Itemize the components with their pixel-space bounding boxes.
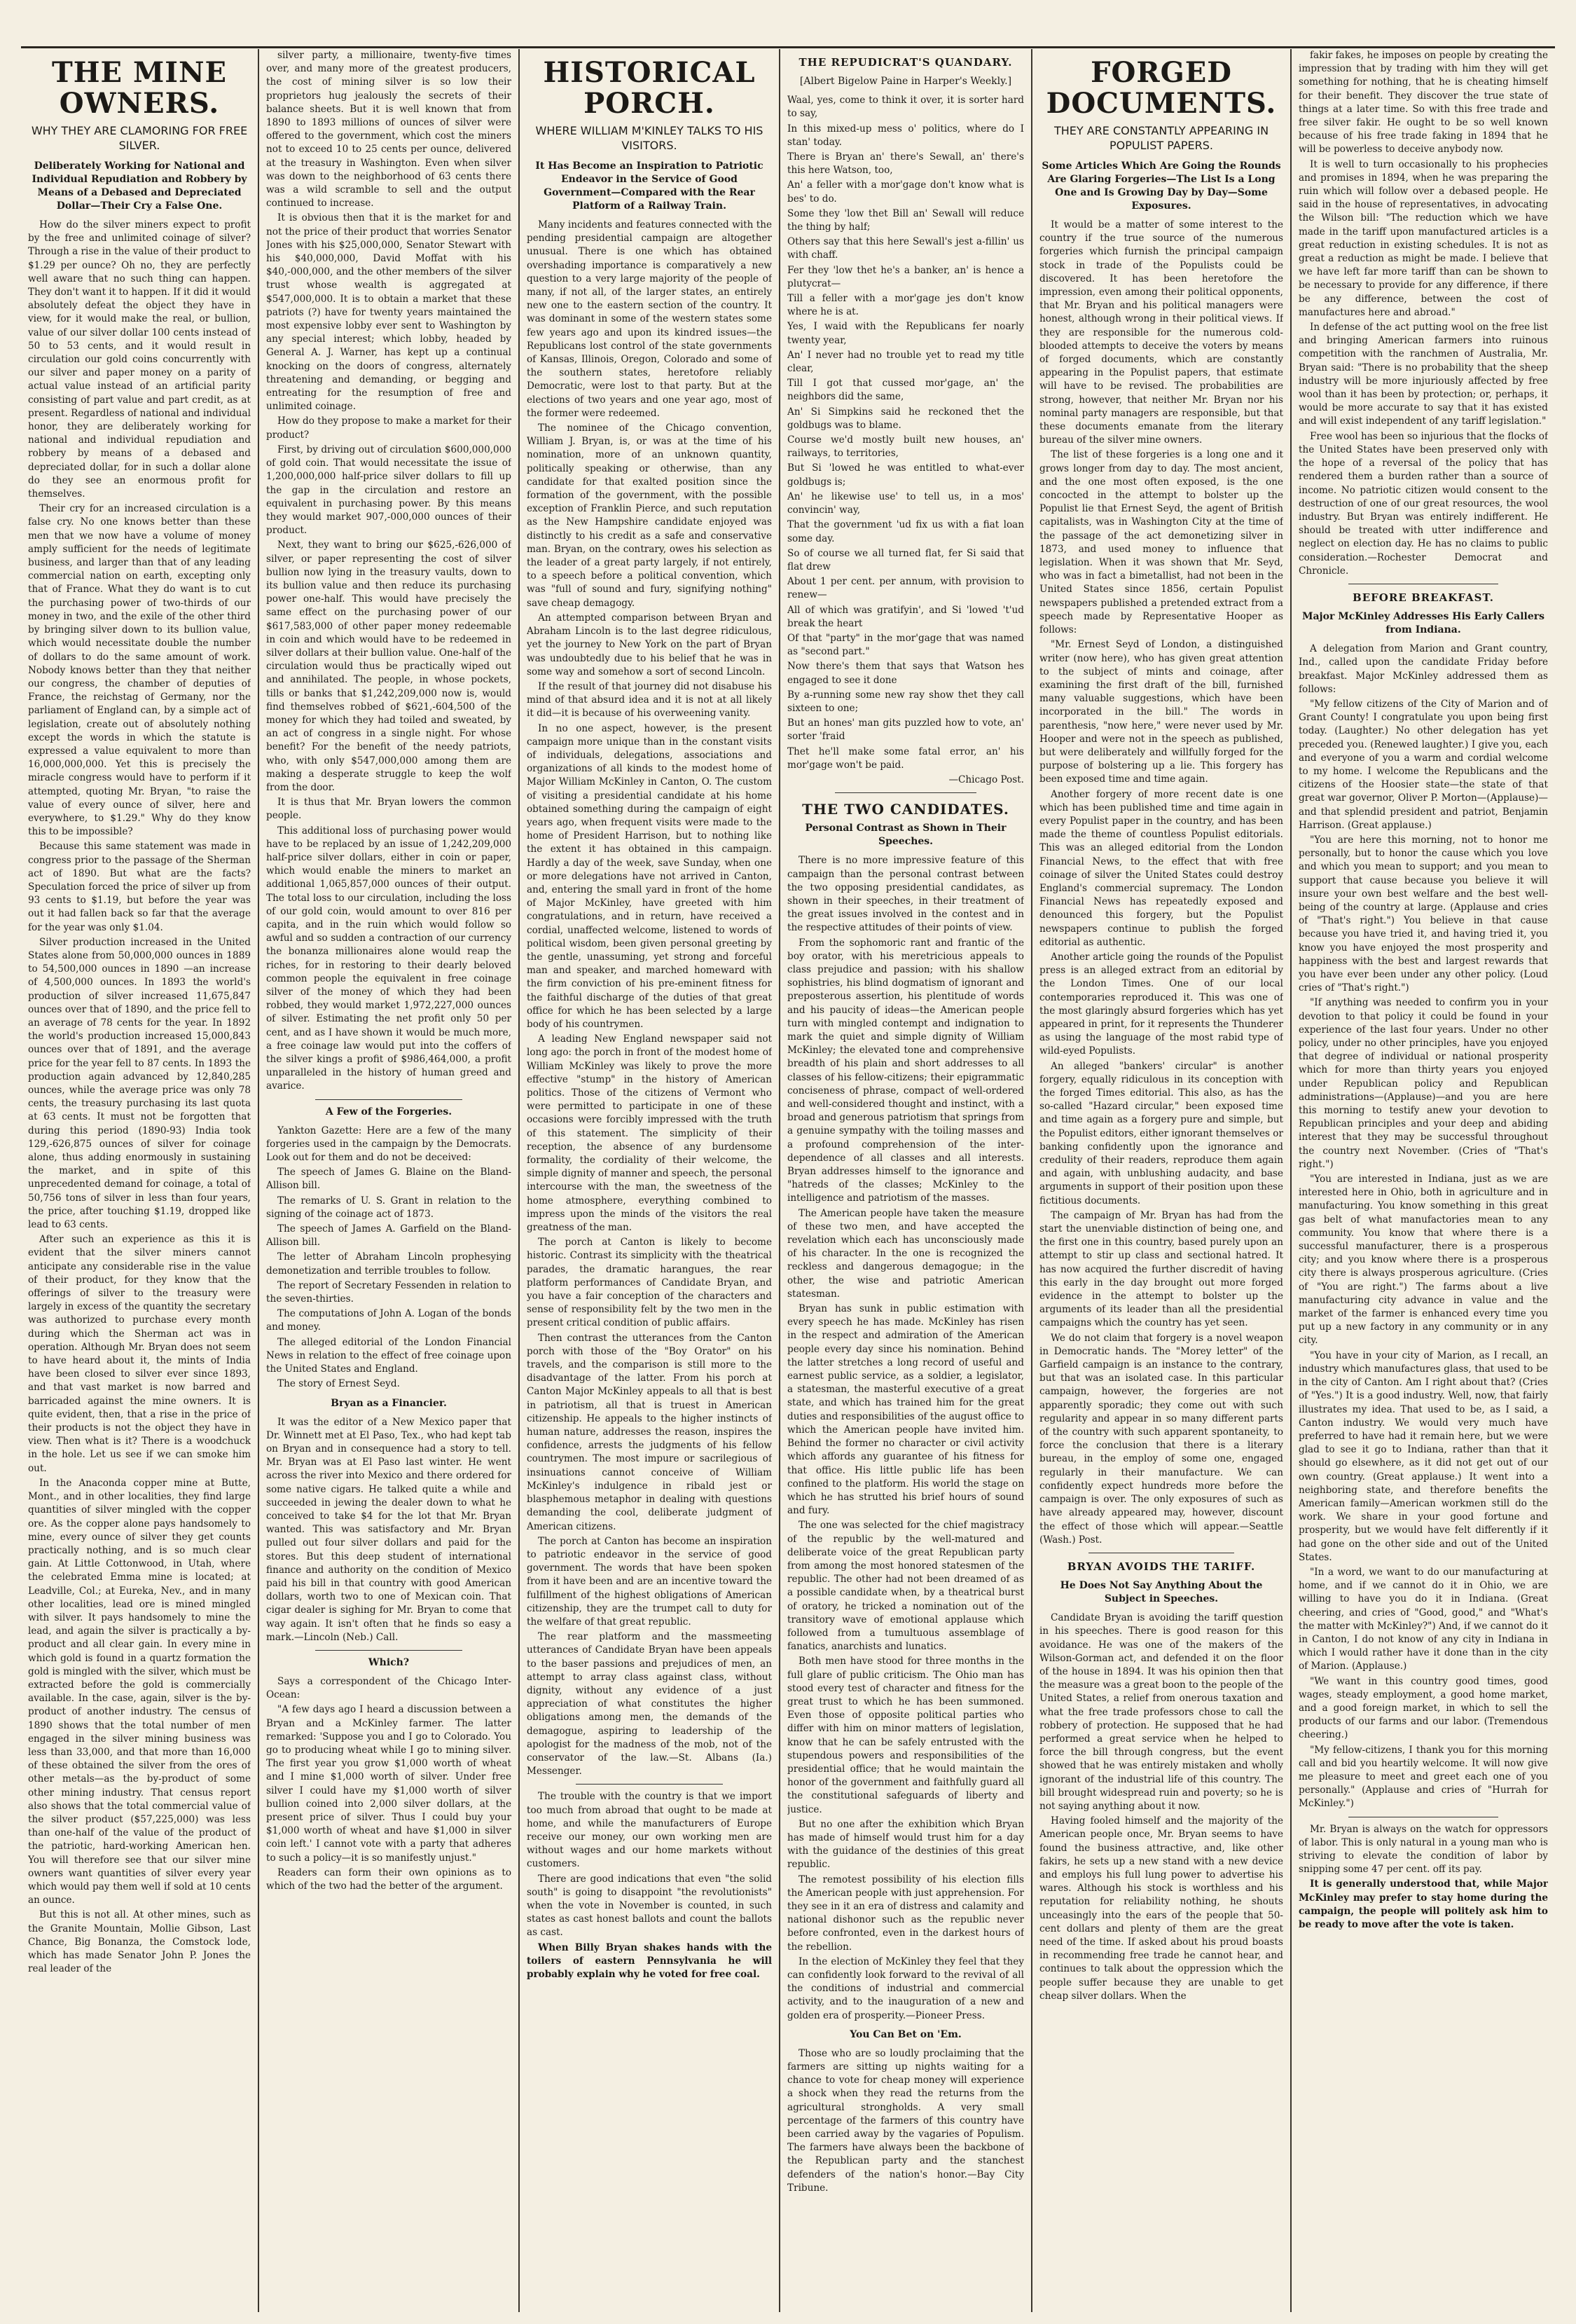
separator [315, 1650, 462, 1651]
paragraph: The story of Ernest Seyd. [277, 1378, 400, 1390]
paragraph: Those who are so loudly proclaiming that the farmers are sitting up nights waiting for a chance to vote for cheap money will experience a shock when they read the returns from the agricultural strongholds. A very small percentage of the farmers of this country have been carried away by the vagaries of Populism. The farmers have always been the backbone of the Republican party and the stanchest defenders of the nation's honor.—Bay City Tribune. [787, 2047, 1024, 2194]
paragraph: Silver production increased in the United States alone from 50,000,000 ounces in 1889 to 54,500,000 ounces in 1890 —an increase of 4,500,000 ounces. In 1893 the world's production of silver increased 11,675,847 ounces over that of 1890, and the price fell to an average of 78 cents for the year. In 1892 the world's production increased 15,000,843 ounces over that of 1891, and the average price for the year fell to 87 cents. In 1893 the production again advanced by 12,840,285 ounces, while the average price was only 78 cents, the treasury purchasing its last quota at 63 cents. It must not be forgotten that during this period (1890-93) India took 129,-626,875 ounces of silver for coinage alone, thus adding enormously in sustaining the market, and in spite of this unprecedented demand for coinage, a total of 50,756 tons of silver in less than four years, the price, after touching $1.19, dropped like lead to 63 cents. [28, 936, 251, 1231]
poem [787, 94, 1024, 787]
paragraph: The campaign of Mr. Bryan has had from the start the unenviable distinction of being one, and the first one in this country, based purely upon an attempt to stir up class and sectional hatred. It has now acquired the further discredit of having this early in the day brought out more forged evidence in the attempt to bolster up the arguments of its leader than all the presidential campaigns which the country has yet seen. [1039, 1209, 1283, 1329]
paragraph: But no one after the exhibition which Bryan has made of himself would trust him for a day with the guidance of the destinies of this great republic. [787, 1818, 1024, 1871]
paragraph: Because this same statement was made in congress prior to the passage of the Sherman act of 1890. But what are the facts? Speculation forced the price of silver up from 93 cents to $1.19, but before the year was out it had fallen back so far that the average for the year was only $1.04. [28, 841, 251, 933]
poem-line: But an hones' man gits puzzled how to vote, an' sorter 'fraid [787, 717, 1024, 743]
paragraph: This additional loss of purchasing power would have to be replaced by an issue of 1,242,209,000 half-price silver dollars, either in coin or paper, which would enable the miners to market an additional 1,065,857,000 ounces of their output. The total loss to our circulation, including the loss of our gold coin, would amount to over 816 per capita, and in the ruin which would follow so awful and so sudden a contraction of our currency the bonanza millionaires alone would reap the riches, for in restoring to their dearly beloved common people the equivalent in free coinage silver of the money of which they had been robbed, they would market 1,972,227,000 ounces of silver. Estimating the net profit only 50 per cent, and as I have shown it would be much more, a free coinage law would put into the coffers of the silver kings a profit of $986,464,000, a profit unparalleled in the history of human greed and avarice. [266, 825, 511, 1092]
paragraph: Readers can form their own opinions as to which of the two had the better of the argument. [266, 1866, 511, 1892]
paragraph: The speech of James A. Garfield on the Bland-Allison bill. [266, 1223, 511, 1249]
paragraph: After such an experience as this it is evident that the silver miners cannot anticipate any considerable rise in the value of their product, for they know that the offerings of silver to the treasury were largely in excess of the quantity the secretary was authorized to purchase every month during which the Sherman act was in operation. Although Mr. Bryan does not seem to have heard about it, the mints of India have been closed to silver ever since 1893, and that vast market is now barred and barricaded against the mine owners. It is quite evident, then, that a rise in the price of their products is not the object they have in view. Then what is it? There is a woodchuck in the hole. Let us see if we can smoke him out. [28, 1234, 251, 1474]
paragraph: The rear platform and the massmeeting utterances of Candidate Bryan have been appeals to the baser passions and prejudices of men, an attempt to array class against class, without dignity, without any evidence of a just appreciation of what constitutes the higher obligations among men, the demands of the demagogue, aspiring to leadership of the apologist for the madness of the mob, not of the conservator of the law.—St. Albans (Ia.) Messenger. [527, 1631, 772, 1778]
poem-line: Thet he'll make some fatal error, an' his mor'gage won't be paid. [787, 745, 1024, 771]
paragraph: "A few days ago I heard a discussion between a Bryan and a McKinley farmer. The latter remarked: 'Suppose you and I go to Colorado. You go to producing wheat while I go to mining silver. The first year you grow $1,000 worth of wheat and I mine $1,000 worth of silver. Under free silver I could have my $1,000 worth of silver bullion coined into 2,000 silver dollars, at the present price of silver. Thus I could buy your $1,000 worth of wheat and have $1,000 in silver coin left.' I cannot vote with a party that adheres to such a policy—it is so manifestly unjust." [266, 1704, 511, 1864]
poem-line: An' I never had no trouble yet to read my title clear, [787, 349, 1024, 375]
column-rule [1031, 49, 1032, 2312]
paragraph: Then contrast the utterances from the Canton porch with those of the "Boy Orator" on his travels, and the comparison is still more to the disadvantage of the latter. From his porch at Canton Major McKinley appeals to all that is best in patriotism, all that is truest in American citizenship. He appeals to the higher instincts of human nature, addresses the reason, inspires the confidence, arrests the judgments of his fellow countrymen. The most impure or sacrilegious of insinuations cannot conceive of William McKinley's indulgence in ribald jest or blasphemous metaphor in dealing with questions demanding the cool, deliberate judgment of American citizens. [527, 1332, 772, 1532]
separator [315, 1099, 462, 1100]
column-repudicrat [787, 49, 1024, 2312]
paragraph: The alleged editorial of the London Financial News in relation to the effect of free coinage upon the United States and England. [266, 1336, 511, 1375]
paragraph: There are good indications that even "the solid south" is going to disappoint "the revolutionists" when the vote in November is counted, in such states as cast honest ballots and count the ballots as cast. [527, 1873, 772, 1939]
poem-line: An' Si Simpkins said he reckoned thet the goldbugs was to blame. [787, 406, 1024, 431]
poem-line: Of that "party" in the mor'gage that was named as "second part." [787, 632, 1024, 658]
paragraph: In the election of McKinley they feel that they can confidently look forward to the revival of all the conditions of industrial and commercial activity, and to the inauguration of a new and golden era of prosperity.—Pioneer Press. [787, 1955, 1024, 2021]
column-before-breakfast [1299, 49, 1548, 2312]
paragraph: It is thus that Mr. Bryan lowers the common people. [266, 797, 511, 822]
poem-line: But Si 'lowed he was entitled to what-ever goldbugs is; [787, 462, 1024, 488]
paragraph: The trouble with the country is that we import too much from abroad that ought to be made at home, and while the manufacturers of Europe receive our money, our own working men are without wages and our home markets without customers. [527, 1791, 772, 1870]
subdeck: Deliberately Working for National and Individual Repudiation and Robbery by Means of a Debased and Depreciated Dollar—Their Cry a False One. [32, 160, 247, 212]
headline-historical-porch: HISTORICAL PORCH. [543, 56, 756, 120]
poem-line: Fer they 'low thet he's a banker, an' is hence a plutycrat— [787, 264, 1024, 289]
paragraph: The computations of John A. Logan of the bonds and money. [266, 1308, 511, 1333]
paragraph: The remotest possibility of his election fills the American people with just apprehension. For they see in it an era of distress and calamity and national dishonor such as the republic never before confronted, even in the darkest hours of the rebellion. [787, 1873, 1024, 1953]
poem-title: THE REPUDICRAT'S QUANDARY. [799, 56, 1013, 69]
paragraph: Next, they want to bring our $625,-626,000 of silver, or paper representing the cost of silver bullion now lying in the treasury vaults, down to its bullion value and then reduce its purchasing power one-half. This would have precisely the same effect on the purchasing power of our $617,583,000 of other paper money redeemable in coin and which would have to be redeemed in silver dollars at their bullion value. One-half of the circulation would thus be practically wiped out and annihilated. The people, in whose pockets, tills or banks that $1,242,209,000 now is, would find themselves robbed of $621,-604,500 of the money for which they had toiled and sweated, by an act of congress in a single night. For whose benefit? For the benefit of the needy patriots, who, with only $547,000,000 among them are making a desperate struggle to keep the wolf from the door. [266, 539, 511, 793]
headline-tariff: BRYAN AVOIDS THE TARIFF. [1067, 1560, 1256, 1573]
paragraph: "If anything was needed to confirm you in your devotion to that policy it could be found in your experience of the last four years. Under no other policy, under no other principles, have you enjoyed that degree of individual or national prosperity which for more than thirty years you enjoyed under Republican policy and Republican administrations—(Applause)—and you are here this morning to testify anew your devotion to Republican principles and your deep and abiding interest that they may be successful throughout the country next November. (Cries of "That's right.") [1299, 997, 1548, 1170]
paragraph: "You are interested in Indiana, just as we are interested here in Ohio, both in agriculture and in manufacturing. You know something in this great gas belt of what manufactories mean to any community. You know that where there is a successful manufacturer, there is a prosperous city; and you know where there is a prosperous city there is always prosperous agriculture. (Cries of "You are right.") The farms about a live manufacturing city advance in value and the market of the farmer is enhanced every time you put up a new factory in any community or in any city. [1299, 1174, 1548, 1347]
paragraph: "Mr. Ernest Seyd of London, a distinguished writer (now here), who has given great attention to the subject of mints and coinage, after examining the first draft of the bill, furnished many valuable suggestions, which have been incorporated in the bill." The words in parenthesis, "now here," were never used by Mr. Hooper and were not in the speech as published, but were deliberately and willfully forged for the purpose of bolstering up a lie. This forgery has been exposed time and time again. [1039, 639, 1283, 785]
poem-line: —Chicago Post. [948, 773, 1024, 785]
poem-line: An' he likewise use' to tell us, in a mos' convincin' way, [787, 490, 1024, 516]
subdeck: It Has Become an Inspiration to Patriotic Endeavor in the Service of Good Government—Compared with the Rear Platform of a Railway Train. [535, 160, 763, 212]
poem-line: Till a feller with a mor'gage jes don't know where he is at. [787, 293, 1024, 318]
paragraph: Another forgery of more recent date is one which has been published time and time again in every Populist paper in the country, and has been made the theme of countless Populist editorials. This was an alleged editorial from the London Financial News, to the effect that with free coinage of silver the United States could destroy England's commercial supremacy. The London Financial News has repeatedly exposed and denounced this forgery, but the Populist newspapers continue to publish the forged editorial as authentic. [1039, 788, 1283, 948]
paragraph: It was the editor of a New Mexico paper that Dr. Winnett met at El Paso, Tex., who had kept tab on Bryan and in consequence had a story to tell. Mr. Bryan was at El Paso last winter. He went across the river into Mexico and there ordered for some native cigars. He talked quite a while and succeeded in jewing the dealer down to what he conceived to take $4 for the lot that Mr. Bryan wanted. This was satisfactory and Mr. Bryan pulled out four silver dollars and paid for the stores. But this deep student of international finance and authority on the condition of Mexico paid his bill in that country with good American dollars, worth two to one of Mexican coin. That cigar dealer is sighing for Mr. Bryan to come that way again. It isn't often that he finds so easy a mark.—Lincoln (Neb.) Call. [266, 1416, 511, 1643]
paragraph: In the Anaconda copper mine at Butte, Mont., and in other localities, they find large quantities of silver mingled with the copper ore. As the copper alone pays handsomely to mine, every ounce of silver they get counts practically nothing, and is so much clear gain. At Little Cottonwood, in Utah, where the celebrated Emma mine is located; at Leadville, Col.; at Eureka, Nev., and in many other localities, lead ore is mined mingled with silver. It pays handsomely to mine the lead, and again the silver is practically a by-product and all clear gain. In every mine in which gold is found in a quartz formation the gold is mingled with the silver, which must be extracted before the gold is commercially available. In the case, again, silver is the by-product of another industry. The census of 1890 shows that the total number of men engaged in the silver mining business was less than 33,000, and that more than 16,000 of these obtained the silver from the ores of other metals—as the by-product of some other mining industry. That census report also shows that the total commercial value of the silver product ($57,225,000) was less than one-half of the value of the product of the patriotic, hard-working American hen. You will therefore see that our silver mine owners want quantities of silver every year which would pay them well if sold at 10 cents an ounce. [28, 1477, 251, 1906]
paragraph: The remarks of U. S. Grant in relation to the signing of the coinage act of 1873. [266, 1195, 511, 1220]
paragraph: "You have in your city of Marion, as I recall, an industry which manufactures glass, that used to be in the city of Canton. Am I right about that? (Cries of "Yes.") It is a good industry. Well, now, that fairly illustrates my idea. That used to be, as I said, a Canton industry. We would very much have preferred to have had it remain here, but we were glad to see it go to Indiana, rather than that it should go elsewhere, as it did not get out of our own country. (Great applause.) It went into a neighboring state, and therefore benefits the American family—American workmen still do the work. We share in your good fortune and prosperity, but we would have felt differently if it had gone on the other side and out of the United States. [1299, 1349, 1548, 1563]
paragraph: How do the silver miners expect to profit by the free and unlimited coinage of silver? Through a rise in the value of their product to $1.29 per ounce? Oh no, they are perfectly well aware that no such thing can happen. They don't want it to happen. If it did it would absolutely defeat the object they have in view, for it would make the real, or bullion, value of our silver dollar 100 cents instead of 50 to 53 cents, and it would result in circulation our gold coins concurrently with our silver and paper money on a parity of actual value instead of an artificial parity consisting of part value and part credit, as at present. Regardless of national and individual honor, they are deliberately working for national and individual repudiation and robbery by means of a debased and depreciated dollar, for in such a dollar alone do they see an enormous profit for themselves. [28, 219, 251, 500]
paragraph: It is obvious then that it is the market for and not the price of their product that worries Senator Jones with his $25,000,000, Senator Stewart with his $40,000,000, David Moffat with his $40,-000,000, and the other members of the silver trust whose wealth is aggregated at $547,000,000. It is to obtain a market that these patriots (?) have for twenty years maintained the most expensive lobby ever sent to Washington by any special interest; which lobby, headed by General A. J. Warner, has kept up a continual knocking on the doors of congress, alternately threatening and demanding, or begging and entreating for the resumption of free and unlimited coinage. [266, 212, 511, 413]
poem-line: There is Bryan an' there's Sewall, an' there's this here Watson, too, [787, 151, 1024, 177]
poem-line: Others say that this here Sewall's jest a-fillin' us with chaff. [787, 236, 1024, 261]
paragraph: How do they propose to make a market for their product? [266, 415, 511, 441]
paragraph: The porch at Canton has become an inspiration to patriotic endeavor in the service of good government. The words that have been spoken from it have been and are an incentive toward the fulfillment of the highest obligations of American citizenship, they are the trumpet call to duty for the welfare of that great republic. [527, 1535, 772, 1628]
paragraph: In no one aspect, however, is the present campaign more unique than in the constant visits of individuals, delegations, associations and organizations of all kinds to the modest home of Major William McKinley in Canton, O. The custom of visiting a presidential candidate at his home obtained something during the campaign of eight years ago, when frequent visits were made to the home of President Harrison, but to nothing like the extent it has obtained in this campaign. Hardly a day of the week, save Sunday, when one or more delegations have not arrived in Canton, and, entering the small yard in front of the home of Major McKinley, have greeted with him congratulations, and in return, have received a cordial, unaffected welcome, listened to words of political wisdom, been given personal greeting by the gentle, unassuming, yet strong and forceful man and speaker, and marched homeward with the firm conviction of his pre-eminent fitness for the faithful discharge of the duties of that great office for which he has been selected by a large body of his countrymen. [527, 722, 772, 1030]
deck: WHY THEY ARE CLAMORING FOR FREE SILVER. [31, 124, 248, 152]
poem-line: That the government 'ud fix us with a fiat loan some day. [787, 519, 1024, 544]
paragraph: From the sophomoric rant and frantic of the boy orator, with his meretricious appeals to class prejudice and passion; with his shallow sophistries, his blind dogmatism of ignorant and preposterous assertion, his plentitude of words and his paucity of ideas—the American people turn with mingled contempt and indignation to mark the quiet and simple dignity of William McKinley; the elevated tone and comprehensive breadth of his plain and short addresses to all classes of his fellow-citizens; their epigrammatic conciseness of phrase, compact of well-ordered and well-considered thought and instinct, with a broad and generous patriotism that springs from a genuine sympathy with the toiling masses and a profound comprehension of the inter-dependence of all classes and all interests. Bryan addresses himself to the ignorance and "hatreds of the classes; McKinley to the intelligence and patriotism of the masses. [787, 937, 1024, 1204]
paragraph: Candidate Bryan is avoiding the tariff question in his speeches. There is good reason for this avoidance. He was one of the makers of the Wilson-Gorman act, and defended it on the floor of the house in 1894. It was his opinion then that the measure was a great boon to the people of the United States, a relief from onerous taxation and what the free trade professors chose to call the robbery of protection. He supposed that he had performed a great service when he helped to force the bill through congress, but the event showed that he was entirely mistaken and wholly ignorant of the industrial life of this country. The bill brought widespread ruin and poverty; so he is not saying anything about it now. [1039, 1612, 1283, 1812]
poem-line: About 1 per cent. per annum, with provision to renew— [787, 576, 1024, 601]
paragraph: The one was selected for the chief magistracy of the republic by the well-matured and deliberate voice of the great Republican party from among the most honored statesmen of the republic. The other had not been dreamed of as a possible candidate when, by a theatrical burst of oratory, he tricked a nomination out of the transitory wave of emotional applause which followed from a tumultuous assemblage of fanatics, anarchists and lunatics. [787, 1520, 1024, 1653]
column-historical-porch [527, 49, 772, 2312]
paragraph: "You are here this morning, not to honor me personally, but to honor the cause which you love and which you mean to support; and you mean to support that cause because you believe it will insure your own best welfare and the best well-being of the country at large. (Applause and cries of "That's right.") You believe in that cause because you have tried it, and having tried it, you know you have enjoyed the most prosperity and happiness with the best and largest rewards that you have ever been under any other policy. (Loud cries of "That's right.") [1299, 834, 1548, 994]
column-rule [258, 49, 259, 2312]
headline-mine-owners: THE MINE OWNERS. [51, 56, 227, 120]
paragraph: An alleged "bankers' circular" is another forgery, equally ridiculous in its conception with the forged Times editorial. This also, as has the so-called "Hazard circular," been exposed time and time again as a forgery pure and simple, but the Populist editors, either ignorant themselves or banking confidently upon the ignorance and credulity of their readers, reproduce them again and again, with unblushing audacity, and base arguments in support of their position upon these fictitious documents. [1039, 1060, 1283, 1206]
poem-line: Some they 'low thet Bill an' Sewall will reduce the thing by half; [787, 207, 1024, 233]
column-rule [1290, 49, 1292, 2312]
headline-forged-documents: FORGED DOCUMENTS. [1046, 56, 1277, 120]
paragraph: fakir fakes, he imposes on people by creating the impression that by trading with him they will get something for nothing, that he is cheating himself for their benefit. They discover the true state of things at a later time. So with this free trade and free silver fakir. He ought to be so well known because of his free trade faking in 1894 that he will be powerless to deceive anybody now. [1299, 50, 1548, 156]
poem-line: In this mixed-up mess o' politics, where do I stan' today. [787, 123, 1024, 148]
paragraph: The porch at Canton is likely to become historic. Contrast its simplicity with the theatrical parades, the dramatic harangues, the rear platform performances of Candidate Bryan, and you have a fair conception of the characters and sense of responsibility felt by the two men in the present critical condition of public affairs. [527, 1237, 772, 1329]
poem-line: Till I got that cussed mor'gage, an' the neighbors did the same, [787, 378, 1024, 403]
paragraph: It would be a matter of some interest to the country if the true source of the numerous forgeries which furnish the principal campaign stock in trade of the Populists could be discovered. It has been heretofore the impression, even among their political opponents, that Mr. Bryan and his political managers were honest, although wrong in their political views. If they are responsible for the numerous cold-blooded attempts to deceive the voters by means of forged documents, which are constantly appearing in the Populist papers, that estimate will have to be revised. The probabilities are strong, however, that neither Mr. Bryan nor his nominal party managers are responsible, but that these documents emanate from the literary bureau of the silver mine owners. [1039, 219, 1283, 446]
paragraph: The letter of Abraham Lincoln prophesying demonetization and terrible troubles to follow. [266, 1251, 511, 1277]
headline-two-candidates: THE TWO CANDIDATES. [802, 801, 1009, 818]
paragraph: There is no more impressive feature of this campaign than the personal contrast between the two opposing presidential candidates, as shown in their speeches, in their treatment of the great issues involved in the contest and in the respective attitudes of their points of view. [787, 855, 1024, 934]
poem-line: So of course we all turned flat, fer Si said that flat drew [787, 547, 1024, 572]
separator [835, 792, 977, 793]
poem-line: An' a feller with a mor'gage don't know what is bes' to do. [787, 179, 1024, 205]
poem-line: Waal, yes, come to think it over, it is sorter hard to say, [787, 95, 1024, 120]
paragraph: But this is not all. At other mines, such as the Granite Mountain, Mollie Gibson, Last Chance, Big Bonanza, the Comstock lode, which has made Senator John P. Jones the real leader of the [28, 1909, 251, 1975]
paragraph: Mr. Bryan is always on the watch for oppressors of labor. This is only natural in a young man who is striving to elevate the condition of labor by snipping some 47 per cent. off its pay. [1299, 1823, 1548, 1876]
column-forged-documents [1039, 49, 1283, 2312]
paragraph: In defense of the act putting wool on the free list and bringing American farmers into ruinous competition with the ranchmen of Australia, Mr. Bryan said: "There is no probability that the sheep industry will be more injuriously affected by free wool than it has been by protection; or, perhaps, it would be more accurate to say that it has existed and will exist independent of any tariff legislation." [1299, 322, 1548, 427]
column-rule [518, 49, 520, 2312]
paragraph: Another article going the rounds of the Populist press is an alleged extract from an editorial by the London Times. One of our local contemporaries reproduced it. This was one of the most glaringly absurd forgeries which has yet appeared in print, for it represents the Thunderer as using the language of the most rabid type of wild-eyed Populists. [1039, 951, 1283, 1057]
financier-heading: Bryan as a Financier. [331, 1397, 447, 1409]
paragraph: The nominee of the Chicago convention, William J. Bryan, is, or was at the time of his nomination, more of an unknown quantity, politically speaking or otherwise, than any candidate for that exalted position since the formation of the government, with the possible exception of Franklin Pierce, and such reputation as the New Hampshire candidate enjoyed was distinctly to his credit as a safe and conservative man. Bryan, on the contrary, owes his selection as the leader of a great party largely, if not entirely, to a speech before a political convention, which was "full of sound and fury, signifying nothing" save cheap demagogy. [527, 422, 772, 609]
paragraph: When Billy Bryan shakes hands with the toilers of eastern Pennsylvania he will probably explain why he voted for free coal. [527, 1941, 772, 1980]
column-mine-owners-cont [266, 49, 511, 2312]
paragraph: It is generally understood that, while Major McKinley may prefer to stay home during the campaign, the people will politely ask him to be ready to move after the vote is taken. [1299, 1878, 1548, 1931]
paragraph: If the result of that journey did not disabuse his mind of that absurd idea and it is not at all likely it did—it is because of his overweening vanity. [527, 680, 772, 720]
paragraph: It is well to turn occasionally to his prophecies and promises in 1894, when he was preparing the ruin which will follow over a debased people. He said in the house of representatives, in advocating the Wilson bill: "The reduction which we have made in the tariff upon manufactured articles is a great reduction in existing schedules. It is not as great a reduction as might be made. I believe that we have left far more tariff than can be shown to be necessary to provide for any difference, if there be any difference, between the cost of manufactures here and abroad." [1299, 158, 1548, 318]
paragraph: Yankton Gazette: Here are a few of the many forgeries used in the campaign by the Democrats. Look out for them and do not be deceived: [266, 1125, 511, 1164]
poem-line: All of which was gratifyin', and Si 'lowed 't'ud break the heart [787, 604, 1024, 629]
which-heading: Which? [368, 1656, 410, 1668]
bet-heading: You Can Bet on 'Em. [850, 2028, 962, 2040]
paragraph: The American people have taken the measure of these two men, and have accepted the revelation which each has unconsciously made of his character. In the one is recognized the reckless and dangerous demagogue; in the other, the wise and patriotic American statesman. [787, 1207, 1024, 1300]
column-rule [779, 49, 780, 2312]
subdeck: Some Articles Which Are Going the Rounds Are Glaring Forgeries—The List Is a Long One and Is Growing Day by Day—Some Exposures. [1042, 160, 1281, 212]
paragraph: Bryan has sunk in public estimation with every speech he has made. McKinley has risen in the respect and admiration of the American people every day since his nomination. Behind the latter stretches a long record of useful and earnest public service, as a soldier, a legislator, a statesman, the masterful executive of a great state, and which has trained him for the great duties and responsibilities of the august office to which the American people have invited him. Behind the former no character or civil activity which affords any guarantee of his fitness for that office. His little public life has been confined to the platform. His world the stage on which he has strutted his brief hours of sound and fury. [787, 1303, 1024, 1517]
top-rule [21, 46, 1555, 48]
paragraph: "In a word, we want to do our manufacturing at home, and if we cannot do it in Ohio, we are willing to have you do it in Indiana. (Great cheering, and cries of "Good, good," and "What's the matter with McKinley?") And, if we cannot do it in Canton, I do not know of any city in Indiana in which I would rather have it done than in the city of Marion. (Applause.) [1299, 1566, 1548, 1672]
paragraph: The speech of James G. Blaine on the Bland-Allison bill. [266, 1167, 511, 1192]
paragraph: "We want in this country good times, good wages, steady employment, a good home market, and a good foreign market, in which to sell the products of our farms and our labor. (Tremendous cheering.) [1299, 1675, 1548, 1741]
paragraph: An attempted comparison between Bryan and Abraham Lincoln is to the last degree ridiculous, yet the journey to New York on the part of Bryan was undoubtedly due to his belief that he was in some way and somehow a sort of second Lincoln. [527, 612, 772, 678]
deck: THEY ARE CONSTANTLY APPEARING IN POPULIST PAPERS. [1053, 124, 1269, 152]
paragraph: Many incidents and features connected with the pending presidential campaign are altogether unusual. There is one which has obtained overshading importance is comparatively a new question to a very large majority of the people of many, if not all, of the larger states, an entirely new one to the eastern section of the country. It was dominant in some of the western states some few years ago and upon its kindred issues—the Republicans lost control of the state governments of Kansas, Illinois, Oregon, Colorado and some of the southern states, heretofore reliably Democratic, were lost to that party. But at the elections of two years and one year ago, most of the former were redeemed. [527, 219, 772, 419]
paragraph: Free wool has been so injurious that the flocks of the United States have been preserved only with the hope of a reversal of the policy that has rendered them a burden rather than a source of income. No patriotic citizen would consent to the destruction of one of our great resources, the wool industry. But Bryan was entirely indifferent. He should be treated with utter indifference and neglect on election day. He has no claims to public consideration.—Rochester Democrat and Chronicle. [1299, 430, 1548, 577]
paragraph: Says a correspondent of the Chicago Inter-Ocean: [266, 1675, 511, 1701]
subdeck: Personal Contrast as Shown in Their Speeches. [805, 823, 1007, 848]
paragraph: A delegation from Marion and Grant country, Ind., called upon the candidate Friday before breakfast. Major McKinley addressed them as follows: [1299, 643, 1548, 695]
poem-line: By a-running some new ray show thet they call sixteen to one; [787, 689, 1024, 714]
paragraph: The list of these forgeries is a long one and it grows longer from day to day. The most ancient, and the one most often exposed, is the one concocted in the attempt to bolster up the Populist lie that Ernest Seyd, the agent of British capitalists, was in Washington City at the time of the passage of the act demonetizing silver in 1873, and used money to influence that legislation. When it was shown that Mr. Seyd, who was in fact a bimetallist, had not been in the United States since 1856, certain Populist newspapers published a pretended extract from a speech made by Representative Hooper as follows: [1039, 449, 1283, 636]
paragraph: silver party, a millionaire, twenty-five times over, and many more of the greatest producers, the cost of mining silver is so low their proprietors hug jealously the secrets of their balance sheets. But it is well known that from 1890 to 1893 millions of ounces of silver were offered to the government, which cost the miners not to exceed 10 to 25 cents per ounce, delivered at the treasury in Washington. Even when silver was down to the neighborhood of 63 cents there was a wild scramble to sell and the output continued to increase. [266, 50, 511, 209]
separator [576, 1784, 723, 1785]
paragraph: Having fooled himself and the majority of the American people once, Mr. Bryan seems to have found the business attractive, and, like other fakirs, he sets up a new stand with a new device and employs his full lung power to advertise his wares. Although his stock is worthless and his reputation for reliability nothing, he shouts unceasingly into the ears of the people that 50-cent dollars and plenty of them are the great need of the time. If asked about his proud boasts in recommending free trade he cannot hear, and continues to talk about the oppression which the people suffer because they are unable to get cheap silver dollars. When the [1039, 1815, 1283, 2002]
paragraph: "My fellow-citizens, I thank you for this morning call and bid you heartily welcome. It will now give me pleasure to meet and greet each one of you personally." (Applause and cries of "Hurrah for McKinley.") [1299, 1744, 1548, 1810]
paragraph: First, by driving out of circulation $600,000,000 of gold coin. That would necessitate the issue of 1,200,000,000 half-price silver dollars to fill up the gap in the circulation and restore an equivalent in purchasing power. By this means they would market 907,-000,000 ounces of their product. [266, 444, 511, 537]
paragraph: A leading New England newspaper said not long ago: the porch in front of the modest home of William McKinley was likely to prove the more effective "stump" in the history of American politics. Those of the citizens of Vermont who were permitted to participate in one of these occasions were forcibly impressed with the truth of this statement. The simplicity of their reception, the absence of any burdensome formality, the cordiality of their welcome, the simple dignity of manner and speech, the personal intercourse with the man, the sweetness of the home atmosphere, everything combined to impress upon the minds of the visitors the real greatness of the man. [527, 1033, 772, 1234]
paragraph: "My fellow citizens of the City of Marion and of Grant County! I congratulate you upon being first today. (Laughter.) No other delegation has yet preceded you. (Renewed laughter.) I give you, each and everyone of you a warm and cordial welcome to my home. I welcome the Republicans and the citizens of the Hoosier state—the state of that great war governor, Oliver P. Morton—(Applause)—and that splendid president and patriot, Benjamin Harrison. (Great applause.) [1299, 698, 1548, 831]
forgeries-heading: A Few of the Forgeries. [325, 1106, 452, 1118]
paragraph: Both men have stood for three months in the full glare of public criticism. The Ohio man has stood every test of character and fitness for the great trust to which he has been summoned. Even those of opposite political parties who differ with him on minor matters of legislation, know that he can be safely entrusted with the stupendous powers and responsibilities of the presidential office; that he would maintain the honor of the government and faithfully guard all the constitutional safeguards of liberty and justice. [787, 1656, 1024, 1815]
poem-line: Course we'd mostly built new houses, an' railways, to territories, [787, 434, 1024, 460]
column-mine-owners [28, 49, 251, 2312]
paragraph: The report of Secretary Fessenden in relation to the seven-thirties. [266, 1279, 511, 1305]
poem-line: Yes, I waid with the Republicans fer noarly twenty year, [787, 321, 1024, 346]
paragraph: We do not claim that forgery is a novel weapon in Democratic hands. The "Morey letter" of the Garfield campaign is an instance to the contrary, but that was an isolated case. In this particular campaign, however, the forgeries are not apparently sporadic; they come out with such regularity and appear in so many different parts of the country with such apparent spontaneity, to force the conclusion that there is a literary bureau, in the employ of some one, engaged regularly in their manufacture. We can confidently expect hundreds more before the campaign is over. The only exposures of such as have already appeared may, however, discount the effect of those which will appear.—Seattle (Wash.) Post. [1039, 1332, 1283, 1546]
poem-line: Now there's them that says that Watson hes engaged to see it done [787, 661, 1024, 686]
headline-before-breakfast: BEFORE BREAKFAST. [1353, 591, 1494, 604]
deck: WHERE WILLIAM M'KINLEY TALKS TO HIS VISITORS. [535, 124, 763, 152]
subdeck: Major McKinley Addresses His Early Callers from Indiana. [1301, 611, 1545, 636]
poem-credit: [Albert Bigelow Paine in Harper's Weekly.] [799, 76, 1012, 88]
paragraph: Their cry for an increased circulation is a false cry. No one knows better than these men that we now have a volume of money amply sufficient for the needs of legitimate business, and larger than that of any leading commercial nation on earth, excepting only that of France. What they do want is to cut the purchasing power of two-thirds of our money in two, and the exile of the other third by bringing silver down to its bullion value, which would necessitate double the number of dollars to do the same amount of work. Nobody knows better than they that neither our congress, the chamber of deputies of France, the reichstag of Germany, nor the parliament of England can, by a simple act of legislation, create out of absolutely nothing except the words in which the statute is expressed a value equivalent to more than 16,000,000,000. Yet this is precisely the miracle congress would have to perform if it attempted, quoting Mr. Bryan, "to raise the value of every ounce of silver, here and everywhere, to $1.29." Why do they know this to be impossible? [28, 503, 251, 838]
subdeck: He Does Not Say Anything About the Subject in Speeches. [1060, 1580, 1263, 1605]
